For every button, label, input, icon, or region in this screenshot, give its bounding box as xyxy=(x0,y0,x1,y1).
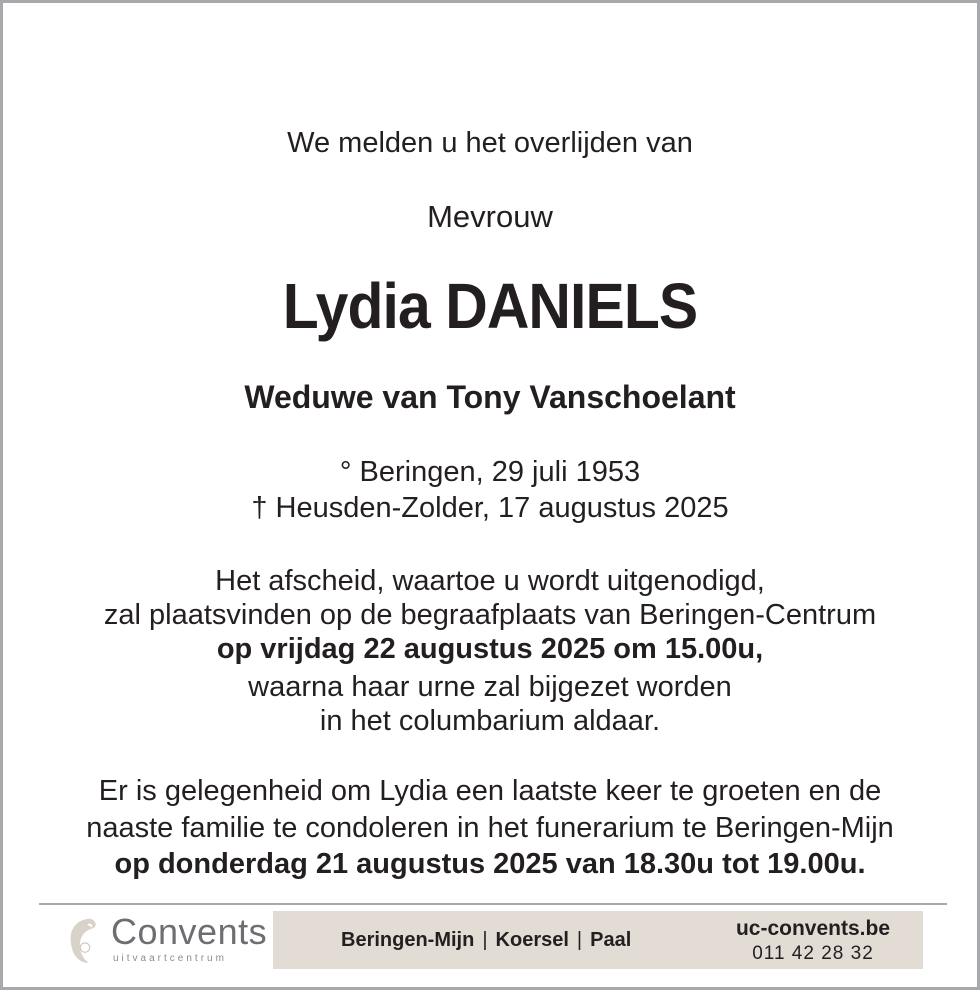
death-line: † Heusden-Zolder, 17 augustus 2025 xyxy=(251,492,729,524)
location-separator: | xyxy=(576,929,583,951)
condolence-line: naaste familie te condoleren in het funerarium te Beringen-Mijn xyxy=(86,812,894,844)
location-item: Beringen-Mijn xyxy=(341,929,475,951)
intro-text: We melden u het overlijden van xyxy=(287,127,693,159)
locations-list xyxy=(341,929,631,952)
logo-wordmark: Convents xyxy=(111,911,268,952)
contact-bar xyxy=(273,911,923,969)
location-separator: | xyxy=(482,929,488,951)
convents-logo xyxy=(63,911,268,971)
location-item: Koersel xyxy=(495,929,569,951)
convents-emblem-icon xyxy=(63,913,103,969)
footer-divider xyxy=(39,903,947,905)
farewell-line: in het columbarium aldaar. xyxy=(319,705,661,737)
farewell-line: zal plaatsvinden op de begraafplaats van Beringen-Centrum xyxy=(103,599,877,631)
widow-of: Weduwe van Tony Vanschoelant xyxy=(244,379,736,415)
condolence-line: Er is gelegenheid om Lydia een laatste keer te groeten en de xyxy=(98,775,882,807)
farewell-line: Het afscheid, waartoe u wordt uitgenodigd, xyxy=(215,565,765,597)
condolence-date: op donderdag 21 augustus 2025 van 18.30u tot 19.00u. xyxy=(114,848,866,880)
location-item: Paal xyxy=(590,929,632,951)
phone-number: 011 42 28 32 xyxy=(752,943,874,964)
farewell-date: op vrijdag 22 augustus 2025 om 15.00u, xyxy=(216,633,764,665)
farewell-line: waarna haar urne zal bijgezet worden xyxy=(248,671,732,703)
honorific: Mevrouw xyxy=(427,199,553,234)
website-link[interactable]: uc-convents.be xyxy=(735,917,891,940)
deceased-name: Lydia DANIELS xyxy=(282,270,698,342)
logo-subtitle: uitvaartcentrum xyxy=(113,953,227,964)
birth-line: ° Beringen, 29 juli 1953 xyxy=(339,456,641,488)
